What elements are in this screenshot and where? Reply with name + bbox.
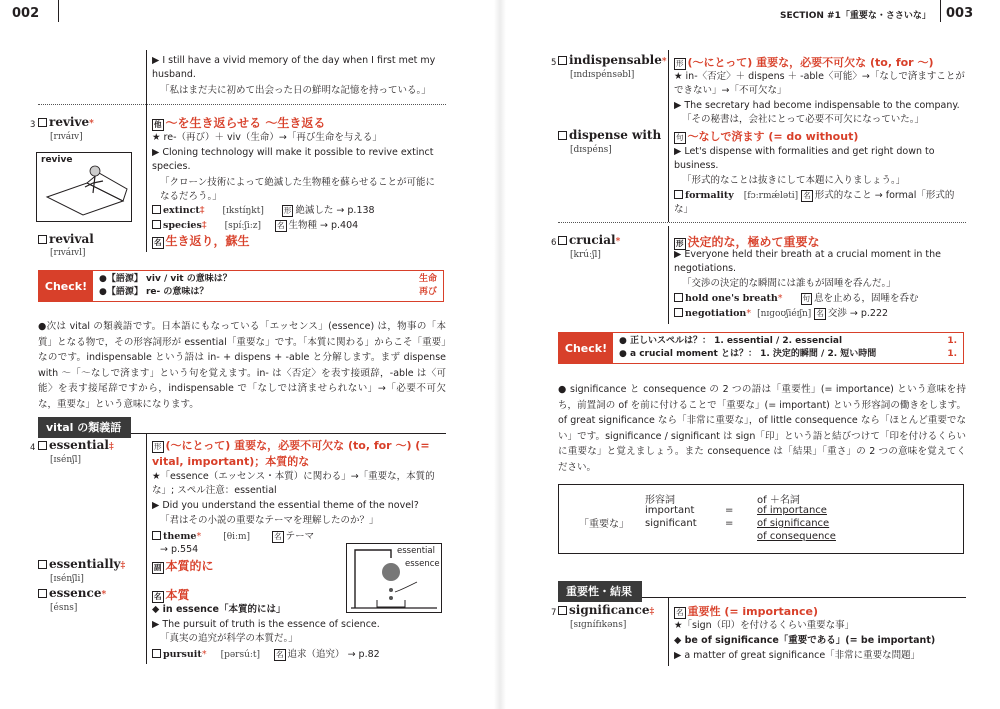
vivid-translation: 「私はまだ夫に初めて出会った日の鮮明な記憶を持っている。」 (160, 85, 431, 96)
pronunciation: [ɪsénʃli] (50, 574, 84, 584)
table-header: of ＋名詞 (757, 495, 800, 506)
table-cell: significant (645, 518, 697, 529)
page-ref: → p.554 (160, 544, 199, 555)
definition: 名 生き返り，蘇生 (154, 234, 250, 248)
image-label: essence (405, 559, 440, 569)
image-label: revive (41, 155, 73, 165)
checkbox-icon[interactable] (152, 220, 161, 229)
section-title: vital の類義語 (38, 417, 131, 438)
pronunciation: [krúːʃl] (570, 250, 601, 260)
definition: 形 (〜にとって) 重要な，必要不可欠な (to, for 〜) (= vital, important)；本質的な (152, 439, 430, 468)
example: ▶ The pursuit of truth is the essence of science. (152, 619, 380, 630)
explanation-paragraph: ●次は vital の類義語です。日本語にもなっている「エッセンス」(essence) は，物事の「本質」となる物で，その形容詞形が essential「重要な」です。「本質に関わる」からこそ「重要」なのです。indispensable という語は in- + dispens + -able と分解します。まず dispense with ～「～なしで済ます」という句を覚えます。in- は〈否定〉を表す接頭辞，-able は〈可能〉を表す接尾辞ですから，indispensable で「なしでは済ませられない」→「必要不可欠な，重要な」という意味になります。 (38, 321, 446, 410)
checkbox-icon[interactable] (558, 606, 567, 615)
phrase: ◆ be of significance「重要である」(= be important) (674, 635, 936, 646)
table-cell: = (725, 518, 734, 529)
etymology: ★ re-（再び）＋ viv（生命）→「再び生命を与える」 (152, 132, 382, 143)
divider (146, 434, 147, 664)
related-word-theme: theme* [θiːm] 名 テーマ (152, 530, 314, 544)
table-cell: important (645, 505, 695, 516)
checkbox-icon[interactable] (152, 649, 161, 658)
check-box-left (38, 270, 444, 302)
pronunciation: [ɪsénʃl] (50, 455, 81, 465)
entry-revive: revive* (38, 115, 94, 129)
headword: revive (49, 115, 90, 129)
revive-illustration (36, 152, 132, 222)
pronunciation: [ésns] (50, 603, 78, 613)
entry-crucial: crucial* (558, 233, 620, 247)
entry-essential: essential‡ (38, 438, 114, 452)
importance-table (558, 484, 964, 554)
entry-revival: revival (38, 232, 94, 246)
header-rule-right (940, 0, 941, 22)
phrase: ◆ in essence「本質的には」 (152, 604, 286, 615)
checkbox-icon[interactable] (674, 308, 683, 317)
table-header: 形容詞 (645, 495, 675, 506)
example: ▶ Did you understand the essential theme of the novel? (152, 500, 419, 511)
pronunciation: [rɪváɪv] (50, 132, 83, 142)
check-box-right (558, 332, 964, 364)
related-word-extinct: extinct‡ [ɪkstíŋkt] 形 絶滅した → p.138 (152, 204, 375, 218)
example: ▶ The secretary had become indispensable to the company. (674, 100, 960, 111)
entry-number: 4 (30, 443, 36, 453)
divider (146, 112, 147, 252)
translation: 「形式的なことは抜きにして本題に入りましょう。」 (682, 175, 906, 186)
checkbox-icon[interactable] (558, 236, 567, 245)
check-label: Check! (559, 333, 613, 363)
section-header-title: SECTION #1「重要な・ささいな」 (780, 11, 931, 21)
checkbox-icon[interactable] (38, 589, 47, 598)
table-cell: of consequence (757, 531, 836, 542)
translation: 「その秘書は，会社にとって必要不可欠になっていた。」 (682, 114, 925, 125)
translation: 「君はその小説の重要なテーマを理解したのか？」 (160, 515, 379, 526)
example: ▶ Everyone held their breath at a crucial moment in the negotiations. (674, 249, 941, 274)
related-word-species: species‡ [spíːʃiːz] 名 生物種 → p.404 (152, 219, 358, 233)
table-row-label: 「重要な」 (579, 519, 629, 530)
section-title: 重要性・結果 (558, 581, 642, 602)
table-cell: of importance (757, 505, 827, 516)
translation: 「クローン技術によって絶滅した生物種を蘇らせることが可能になるだろう。」 (160, 177, 436, 202)
essence-illustration (346, 543, 442, 613)
related-word-hold-breath: hold one's breath* 句 息を止める，固唾を呑む (674, 292, 919, 306)
pronunciation: [ɪndɪspénsəbl] (570, 70, 635, 80)
definition: 句 〜なしで済ます (= do without) (676, 130, 859, 143)
pos-icon: 他 (154, 120, 162, 129)
definition: 形 決定的な，極めて重要な (676, 235, 820, 249)
checkbox-icon[interactable] (38, 560, 47, 569)
check-questions: ● 正しいスペルは？： 1. essential / 2. essencial 1. ● a crucial moment とは？： 1. 決定的瞬間 / 2. 短い時間 1. (619, 336, 957, 359)
checkbox-icon[interactable] (38, 118, 47, 127)
example: ▶ Let's dispense with formalities and get right down to business. (674, 146, 935, 171)
entry-essentially: essentially‡ (38, 557, 125, 571)
table-cell: = (725, 505, 734, 516)
divider (668, 226, 669, 324)
etymology: ★「sign（印）を付けるくらい重要な事」 (674, 620, 855, 631)
checkbox-icon[interactable] (152, 531, 161, 540)
translation: 「真実の追究が科学の本質だ。」 (160, 633, 298, 644)
translation: 「交渉の決定的な瞬間には誰もが固唾を呑んだ。」 (682, 278, 896, 289)
checkbox-icon[interactable] (674, 293, 683, 302)
checkbox-icon[interactable] (674, 190, 683, 199)
explanation-paragraph: ● significance と consequence の 2 つの語は「重要性」(= importance) という意味を持ち，前置詞の of を前に付けることで「重要な」(= important) という形容詞の働きをします。of great significance なら「非常に重要な」，of little consequence なら「ほとんど重要でない」です。significance / significant は sign「印」という語と結びつけて「印を付けるくらいに重要な」と覚えましょう。また consequence は「結果」「重さ」の 2 つの意味を覚えてください。 (558, 384, 966, 473)
definition: 形 (〜にとって) 重要な，必要不可欠な (to, for 〜) (676, 56, 934, 69)
etymology: ★ in-〈否定〉＋ dispens ＋ -able〈可能〉→「なしで済ますことができない」→「不可欠な」 (674, 71, 965, 96)
pronunciation: [sɪɡnífɪkəns] (570, 620, 627, 630)
etymology: ★「essence（エッセンス・本質）に関わる」→「重要な，本質的な」; スペル注意：essential (152, 471, 435, 496)
image-label: essential (397, 546, 435, 556)
divider (146, 50, 147, 112)
entry-number: 5 (551, 58, 557, 68)
related-word-negotiation: negotiation* [nɪɡoʊʃiéɪʃn] 名 交渉 → p.222 (674, 307, 888, 321)
definition: 他 〜を生き返らせる 〜生き返る (154, 116, 326, 130)
checkbox-icon[interactable] (38, 441, 47, 450)
entry-indispensable: indispensable* (558, 53, 667, 67)
header-rule-left (58, 0, 59, 22)
checkbox-icon[interactable] (558, 56, 567, 65)
section-header (558, 580, 966, 598)
vivid-example: ▶ I still have a vivid memory of the day when I first met my husband. (152, 55, 436, 80)
entry-significance: significance‡ (558, 603, 654, 617)
divider (668, 598, 669, 666)
dotted-separator (38, 104, 446, 105)
checkbox-icon[interactable] (38, 235, 47, 244)
checkbox-icon[interactable] (558, 131, 567, 140)
book-gutter (494, 0, 506, 709)
entry-number: 3 (30, 120, 36, 130)
divider (668, 50, 669, 222)
example: ▶ Cloning technology will make it possible to revive extinct species. (152, 147, 434, 172)
section-header (38, 416, 446, 434)
page-number-right: 003 (946, 6, 974, 21)
pronunciation: [rɪváɪvl] (50, 248, 86, 258)
definition: 副 本質的に (154, 559, 214, 573)
definition: 名 重要性 (= importance) (676, 605, 819, 618)
entry-number: 7 (551, 608, 557, 618)
table-cell: of significance (757, 518, 830, 529)
page-number-left: 002 (12, 6, 40, 21)
pronunciation: [dɪspéns] (570, 145, 612, 155)
entry-dispense-with: dispense with (558, 128, 661, 142)
check-label: Check! (39, 271, 93, 301)
phrase: ▶ a matter of great significance「非常に重要な問題」 (674, 650, 921, 661)
related-word-pursuit: pursuit* [pərsúːt] 名 追求（追究） → p.82 (152, 648, 380, 662)
entry-essence: essence* (38, 586, 106, 600)
check-questions: ●【語源】 viv / vit の意味は？ 生命 ●【語源】 re- の意味は？ 再び (99, 274, 437, 297)
definition: 名 本質 (154, 588, 190, 602)
related-word-formality: formality [fɔːrmǽləti] 名 形式的なこと → formal「形式的な」 (674, 190, 955, 215)
entry-number: 6 (551, 238, 557, 248)
dotted-separator (558, 222, 966, 223)
checkbox-icon[interactable] (152, 205, 161, 214)
